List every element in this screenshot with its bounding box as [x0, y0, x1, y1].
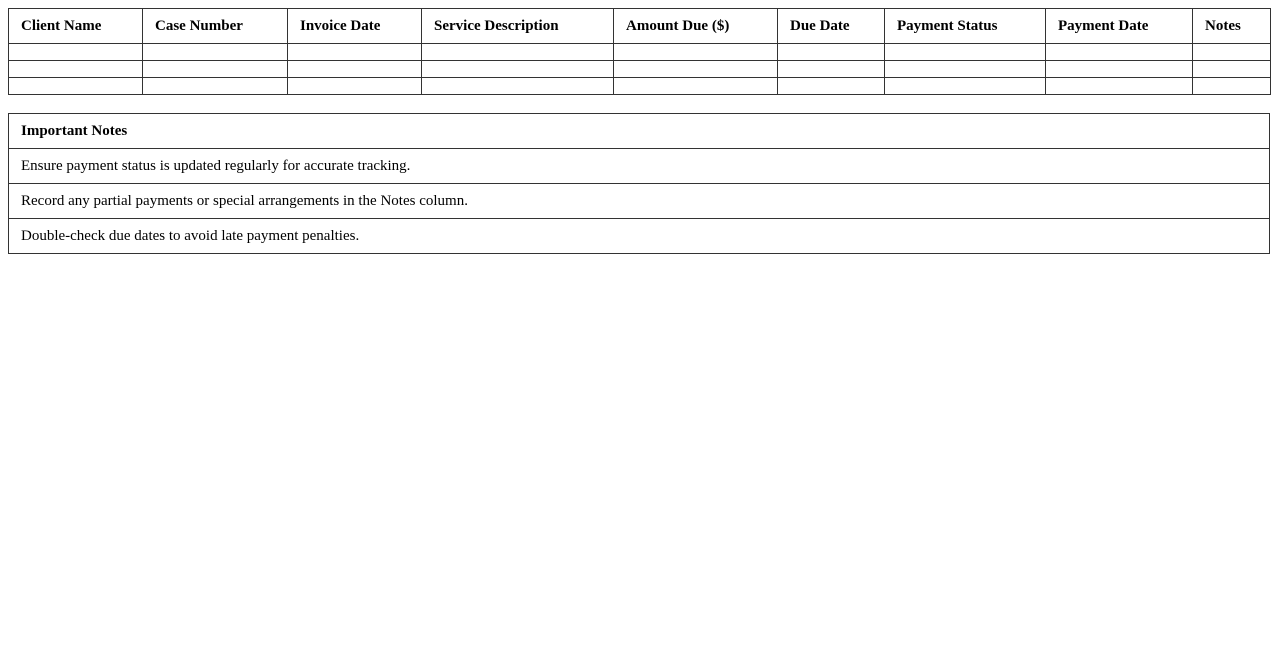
table-cell — [288, 61, 422, 78]
table-cell — [422, 44, 614, 61]
table-cell — [422, 61, 614, 78]
column-header-due-date: Due Date — [778, 9, 885, 44]
table-cell — [288, 78, 422, 95]
table-cell — [885, 78, 1046, 95]
table-row — [9, 61, 1271, 78]
table-cell — [778, 44, 885, 61]
invoice-tracking-table — [8, 8, 1271, 95]
note-item: Record any partial payments or special arrangements in the Notes column. — [9, 184, 1270, 219]
column-header-payment-status: Payment Status — [885, 9, 1046, 44]
table-cell — [885, 44, 1046, 61]
table-row — [9, 78, 1271, 95]
table-cell — [614, 44, 778, 61]
table-row — [9, 44, 1271, 61]
note-item: Ensure payment status is updated regularly for accurate tracking. — [9, 149, 1270, 184]
table-cell — [614, 61, 778, 78]
table-cell — [778, 61, 885, 78]
table-cell — [1193, 78, 1271, 95]
important-notes-table — [8, 113, 1270, 254]
table-cell — [1046, 61, 1193, 78]
table-cell — [1193, 61, 1271, 78]
table-cell — [9, 61, 143, 78]
table-cell — [778, 78, 885, 95]
column-header-notes: Notes — [1193, 9, 1271, 44]
table-cell — [9, 78, 143, 95]
notes-row — [9, 184, 1270, 219]
table-cell — [885, 61, 1046, 78]
column-header-case-number: Case Number — [143, 9, 288, 44]
note-item: Double-check due dates to avoid late payment penalties. — [9, 219, 1270, 254]
table-cell — [1193, 44, 1271, 61]
notes-title: Important Notes — [9, 114, 1270, 149]
table-cell — [288, 44, 422, 61]
table-cell — [9, 44, 143, 61]
notes-header-row — [9, 114, 1270, 149]
table-cell — [1046, 78, 1193, 95]
column-header-invoice-date: Invoice Date — [288, 9, 422, 44]
table-cell — [422, 78, 614, 95]
table-header-row — [9, 9, 1271, 44]
table-cell — [143, 61, 288, 78]
column-header-client-name: Client Name — [9, 9, 143, 44]
table-cell — [1046, 44, 1193, 61]
table-cell — [143, 78, 288, 95]
table-cell — [143, 44, 288, 61]
notes-row — [9, 149, 1270, 184]
document-page — [8, 8, 1270, 254]
notes-row — [9, 219, 1270, 254]
column-header-payment-date: Payment Date — [1046, 9, 1193, 44]
column-header-amount-due: Amount Due ($) — [614, 9, 778, 44]
column-header-service-description: Service Description — [422, 9, 614, 44]
table-cell — [614, 78, 778, 95]
